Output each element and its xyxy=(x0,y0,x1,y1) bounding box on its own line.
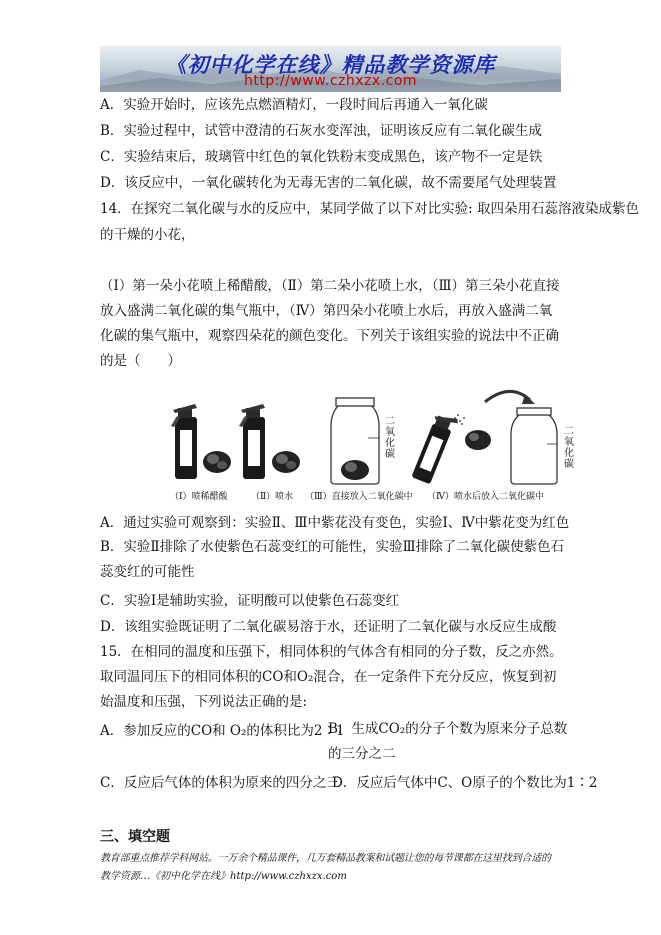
q14-option-c: C．实验Ⅰ是辅助实验，证明酸可以使紫色石蕊变红 xyxy=(100,593,400,609)
figure-caption-1: （Ⅰ）喷稀醋酸 xyxy=(170,492,228,502)
q15-option-b: B．生成CO₂的分子个数为原来分子总数的三分之二 xyxy=(328,721,568,762)
figure-caption-4: （Ⅳ）喷水后放入二氧化碳中 xyxy=(427,492,544,502)
footer-line1: 教育部重点推荐学科网站。一万余个精品课件，几万套精品教案和试题让您的每节课都在这里找到合适的 xyxy=(100,853,551,864)
spray-bottle-icon xyxy=(239,404,265,479)
flower-icon xyxy=(341,460,369,480)
spray-bottle-icon xyxy=(410,411,459,486)
q15-option-a: A．参加反应的CO和 O₂的体积比为2∶1 xyxy=(100,723,345,739)
experiment-illustration xyxy=(165,380,587,505)
spray-bottle-icon xyxy=(171,404,197,479)
q14-option-a: A．通过实验可观察到：实验Ⅱ、Ⅲ中紫花没有变色，实验Ⅰ、Ⅳ中紫花变为红色 xyxy=(100,515,570,531)
experiment-figure xyxy=(165,380,587,505)
q14-option-b: B．实验Ⅱ排除了水使紫色石蕊变红的可能性，实验Ⅲ排除了二氧化碳使紫色石蕊变红的可能性 xyxy=(100,539,565,580)
figure-caption-3: （Ⅲ）直接放入二氧化碳中 xyxy=(305,492,413,502)
banner-url[interactable]: http://www.czhxzx.com xyxy=(243,73,418,89)
q14-description: （Ⅰ）第一朵小花喷上稀醋酸，（Ⅱ）第二朵小花喷上水，（Ⅲ）第三朵小花直接放入盛满二氧化碳的集气瓶中，（Ⅳ）第四朵小花喷上水后，再放入盛满二氧化碳的集气瓶中，观察四朵花的颜色变化。下列关于该组实验的说法中不正确的是（ ） xyxy=(100,278,560,369)
q13-option-c: C．实验结束后，玻璃管中红色的氧化铁粉末变成黑色，该产物不一定是铁 xyxy=(100,149,543,165)
jar-label-co2: 二氧化碳 xyxy=(385,416,395,460)
q14-stem-line2: 的干燥的小花， xyxy=(100,227,195,243)
q13-option-b: B．实验过程中，试管中澄清的石灰水变浑浊，证明该反应有二氧化碳生成 xyxy=(100,123,542,139)
q15-option-c: C．反应后气体的体积为原来的四分之三 xyxy=(100,775,340,791)
section-title: 三、填空题 xyxy=(100,829,170,845)
flower-icon xyxy=(272,451,300,473)
q14-option-d: D．该组实验既证明了二氧化碳易溶于水，还证明了二氧化碳与水反应生成酸 xyxy=(100,619,557,635)
q15-option-d: D．反应后气体中C、O原子的个数比为1∶2 xyxy=(332,775,598,791)
q14-stem-line1: 14．在探究二氧化碳与水的反应中，某同学做了以下对比实验: 取四朵用石蕊溶液染成紫色 xyxy=(100,201,640,217)
jar-label-co2: 二氧化碳 xyxy=(564,426,574,470)
flower-icon xyxy=(203,451,231,473)
q13-option-a: A．实验开始时，应该先点燃酒精灯，一段时间后再通入一氧化碳 xyxy=(100,97,488,113)
flower-icon xyxy=(465,430,491,450)
banner-title: 《初中化学在线》精品教学资源库 xyxy=(165,52,496,77)
q13-option-d: D．该反应中，一氧化碳转化为无毒无害的二氧化碳，故不需要尾气处理装置 xyxy=(100,175,557,191)
figure-caption-2: （Ⅱ）喷水 xyxy=(251,492,294,502)
curved-arrow-icon xyxy=(485,391,535,404)
q15-stem: 15．在相同的温度和压强下，相同体积的气体含有相同的分子数，反之亦然。取同温同压下的相同体积的CO和O₂混合，在一定条件下充分反应，恢复到初始温度和压强，下列说法正确的是: xyxy=(100,644,563,710)
footer-line2[interactable]: 教学资源…《初中化学在线》http://www.czhxzx.com xyxy=(100,871,347,882)
header-banner xyxy=(100,46,561,92)
gas-jar-icon xyxy=(511,408,557,484)
